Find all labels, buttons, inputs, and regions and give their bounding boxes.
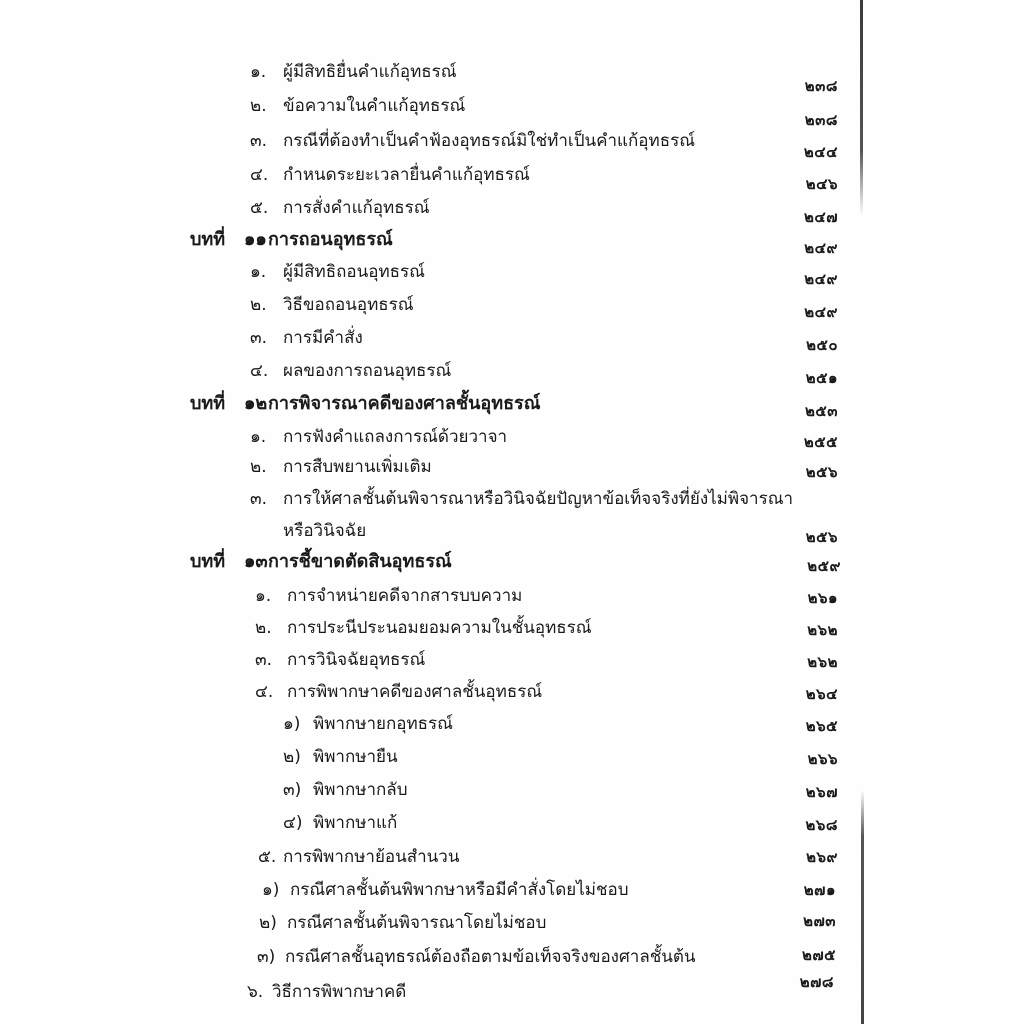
toc-entry	[0, 257, 1024, 287]
entry-page: ๒๓๘	[804, 111, 838, 129]
entry-marker: ๑.	[250, 62, 267, 82]
toc-entry	[0, 160, 1024, 193]
toc-entry	[0, 484, 1024, 514]
entry-page: ๒๕๓	[805, 402, 838, 420]
toc-subentry	[0, 942, 1024, 972]
chapter-title: การชี้ขาดตัดสินอุทธรณ์	[268, 551, 452, 572]
entry-marker: ๒.	[255, 618, 272, 638]
toc-entry	[0, 91, 1024, 129]
entry-title: วิธีขอถอนอุทธรณ์	[283, 295, 414, 315]
toc-subentry	[0, 908, 1024, 938]
toc-entry	[0, 581, 1024, 611]
toc-entry	[0, 290, 1024, 320]
entry-marker: ๓)	[283, 780, 302, 800]
entry-title: ผู้มีสิทธิยื่นคำแก้อุทธรณ์	[283, 62, 457, 82]
entry-title: กรณีศาลชั้นต้นพิจารณาโดยไม่ชอบ	[287, 913, 547, 933]
entry-page: ๒๓๘	[804, 77, 838, 95]
entry-marker: ๓.	[255, 650, 273, 670]
entry-title: พิพากษาแก้	[313, 813, 398, 833]
toc-entry	[0, 645, 1024, 675]
entry-title: การจำหน่ายคดีจากสารบบความ	[287, 586, 523, 606]
entry-page: ๒๕๕	[803, 433, 838, 451]
toc-entry-continuation	[0, 516, 1024, 546]
entry-page: ๒๖๘	[805, 816, 838, 834]
entry-page: ๒๕๑	[805, 369, 838, 387]
entry-marker: ๒)	[259, 913, 277, 933]
entry-page: ๒๕๙	[807, 557, 841, 575]
chapter-number: ๑๓	[244, 551, 268, 572]
chapter-title: การถอนอุทธรณ์	[268, 229, 393, 250]
toc-entry	[0, 677, 1024, 707]
entry-title: การสั่งคำแก้อุทธรณ์	[283, 198, 430, 218]
entry-page: ๒๔๗	[803, 208, 838, 226]
entry-marker: ๔)	[283, 813, 303, 833]
entry-marker: ๑)	[262, 880, 280, 900]
toc-chapter-heading	[0, 547, 1024, 577]
chapter-title: การพิจารณาคดีของศาลชั้นอุทธรณ์	[268, 393, 541, 414]
entry-marker: ๑)	[283, 714, 301, 734]
toc-entry	[0, 57, 1024, 95]
entry-page: ๒๖๒	[807, 621, 838, 639]
entry-title: การประนีประนอมยอมความในชั้นอุทธรณ์	[287, 618, 592, 638]
chapter-number: ๑๑	[244, 229, 267, 250]
entry-marker: ๓.	[250, 328, 268, 348]
toc-subentry	[0, 875, 1024, 905]
entry-title: การพิพากษาคดีของศาลชั้นอุทธรณ์	[287, 682, 543, 702]
entry-page: ๒๗๑	[803, 881, 836, 899]
entry-page: ๒๔๙	[804, 303, 838, 321]
entry-page: ๒๖๒	[807, 653, 838, 671]
entry-title: การสืบพยานเพิ่มเติม	[283, 457, 432, 477]
entry-page: ๒๗๘	[799, 973, 834, 991]
entry-title: พิพากษายกอุทธรณ์	[313, 714, 453, 734]
entry-page: ๒๔๖	[805, 175, 838, 193]
toc-subentry	[0, 808, 1024, 838]
entry-page: ๒๔๙	[804, 239, 838, 257]
toc-subentry	[0, 775, 1024, 805]
entry-marker: ๔.	[255, 682, 274, 702]
chapter-number: ๑๒	[244, 393, 268, 414]
entry-page: ๒๕๖	[805, 528, 838, 546]
entry-page: ๒๖๖	[807, 750, 838, 768]
entry-page: ๒๔๙	[804, 270, 838, 288]
entry-marker: ๕.	[258, 847, 277, 867]
entry-marker: ๑.	[255, 586, 272, 606]
toc-entry	[0, 452, 1024, 482]
entry-marker: ๒.	[250, 295, 267, 315]
entry-marker: ๑.	[250, 427, 267, 447]
toc-entry	[0, 973, 1024, 1007]
entry-page: ๒๕๖	[805, 463, 838, 481]
entry-marker: ๓)	[257, 947, 276, 967]
toc-subentry	[0, 709, 1024, 739]
toc-entry	[0, 323, 1024, 353]
entry-title: การวินิจฉัยอุทธรณ์	[287, 650, 426, 670]
entry-marker: ๑.	[250, 262, 267, 282]
entry-marker: ๖.	[247, 982, 264, 1002]
entry-page: ๒๗๕	[801, 946, 836, 964]
entry-marker: ๓.	[250, 131, 268, 151]
entry-marker: ๒.	[250, 96, 267, 116]
chapter-label: บทที่	[190, 393, 226, 414]
entry-page: ๒๕๐	[806, 336, 838, 354]
toc-subentry	[0, 742, 1024, 772]
chapter-label: บทที่	[190, 551, 226, 572]
entry-page: ๒๖๗	[805, 783, 838, 801]
entry-page: ๒๖๕	[805, 717, 838, 735]
entry-marker: ๕.	[250, 198, 269, 218]
entry-marker: ๒.	[250, 457, 267, 477]
toc-entry	[0, 422, 1024, 452]
entry-title: กำหนดระยะเวลายื่นคำแก้อุทธรณ์	[283, 165, 530, 185]
entry-marker: ๒)	[283, 747, 301, 767]
toc-chapter-heading	[0, 225, 1024, 255]
entry-title: กรณีศาลชั้นต้นพิพากษาหรือมีคำสั่งโดยไม่ชอบ	[290, 880, 629, 900]
entry-marker: ๔.	[250, 361, 269, 381]
toc-entry	[0, 193, 1024, 226]
entry-title: ผลของการถอนอุทธรณ์	[283, 361, 452, 381]
entry-marker: ๔.	[250, 165, 269, 185]
entry-title: การพิพากษาย้อนสำนวน	[283, 847, 460, 867]
entry-page: ๒๗๓	[803, 912, 836, 930]
entry-page: ๒๖๔	[805, 685, 838, 703]
entry-title: การมีคำสั่ง	[283, 328, 363, 348]
entry-title: การให้ศาลชั้นต้นพิจารณาหรือวินิจฉัยปัญหาข้อเท็จจริงที่ยังไม่พิจารณา	[283, 489, 794, 509]
entry-marker: ๓.	[250, 489, 268, 509]
entry-title: กรณีศาลชั้นอุทธรณ์ต้องถือตามข้อเท็จจริงของศาลชั้นต้น	[285, 947, 696, 967]
toc-entry	[0, 842, 1024, 872]
entry-page: ๒๖๑	[807, 589, 838, 607]
entry-title: พิพากษากลับ	[313, 780, 408, 800]
entry-title: การฟังคำแถลงการณ์ด้วยวาจา	[283, 427, 508, 447]
toc-entry	[0, 356, 1024, 386]
entry-page: ๒๖๙	[806, 848, 838, 866]
entry-title: ผู้มีสิทธิถอนอุทธรณ์	[283, 262, 425, 282]
entry-title: หรือวินิจฉัย	[283, 521, 367, 541]
entry-title: กรณีที่ต้องทำเป็นคำฟ้องอุทธรณ์มิใช่ทำเป็นคำแก้อุทธรณ์	[283, 131, 695, 151]
chapter-label: บทที่	[190, 229, 226, 250]
entry-title: ข้อความในคำแก้อุทธรณ์	[283, 96, 466, 116]
toc-chapter-heading	[0, 389, 1024, 419]
toc-entry	[0, 613, 1024, 643]
entry-title: วิธีการพิพากษาคดี	[272, 982, 407, 1002]
entry-title: พิพากษายืน	[313, 747, 398, 767]
entry-page: ๒๔๔	[803, 143, 838, 161]
toc-entry	[0, 126, 1024, 161]
